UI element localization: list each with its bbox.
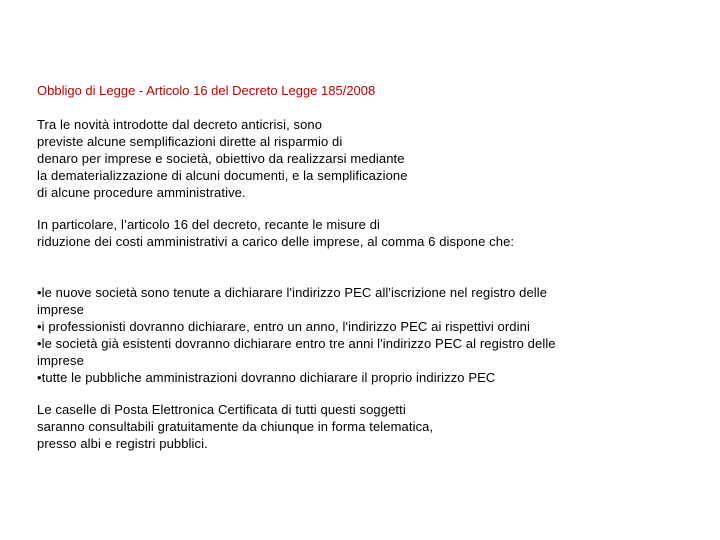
bullet-line: •tutte le pubbliche amministrazioni dovranno dichiarare il proprio indirizzo PEC bbox=[37, 370, 496, 385]
bullet-line: •i professionisti dovranno dichiarare, entro un anno, l'indirizzo PEC ai rispettivi ordini bbox=[37, 319, 530, 334]
intro-line: di alcune procedure amministrative. bbox=[37, 185, 246, 200]
intro-line: previste alcune semplificazioni dirette al risparmio di bbox=[37, 134, 343, 149]
intro-line: Tra le novità introdotte dal decreto anticrisi, sono bbox=[37, 117, 323, 132]
closing-line: saranno consultabili gratuitamente da chiunque in forma telematica, bbox=[37, 419, 434, 434]
article-line: In particolare, l’articolo 16 del decreto, recante le misure di bbox=[37, 217, 381, 232]
slide bbox=[37, 0, 677, 540]
closing-line: presso albi e registri pubblici. bbox=[37, 436, 208, 451]
bullet-line: •le società già esistenti dovranno dichiarare entro tre anni l'indirizzo PEC al registro delle bbox=[37, 336, 556, 351]
intro-line: denaro per imprese e società, obiettivo da realizzarsi mediante bbox=[37, 151, 405, 166]
bullet-list bbox=[37, 284, 556, 386]
slide-title: Obbligo di Legge - Articolo 16 del Decreto Legge 185/2008 bbox=[37, 83, 376, 98]
bullet-line: imprese bbox=[37, 302, 84, 317]
closing-line: Le caselle di Posta Elettronica Certificata di tutti questi soggetti bbox=[37, 402, 406, 417]
intro-paragraph bbox=[37, 116, 408, 201]
article-paragraph bbox=[37, 216, 514, 250]
article-line: riduzione dei costi amministrativi a carico delle imprese, al comma 6 dispone che: bbox=[37, 234, 515, 249]
intro-line: la dematerializzazione di alcuni documenti, e la semplificazione bbox=[37, 168, 408, 183]
bullet-line: imprese bbox=[37, 353, 84, 368]
closing-paragraph bbox=[37, 401, 433, 452]
bullet-line: •le nuove società sono tenute a dichiarare l'indirizzo PEC all'iscrizione nel registro delle bbox=[37, 285, 548, 300]
